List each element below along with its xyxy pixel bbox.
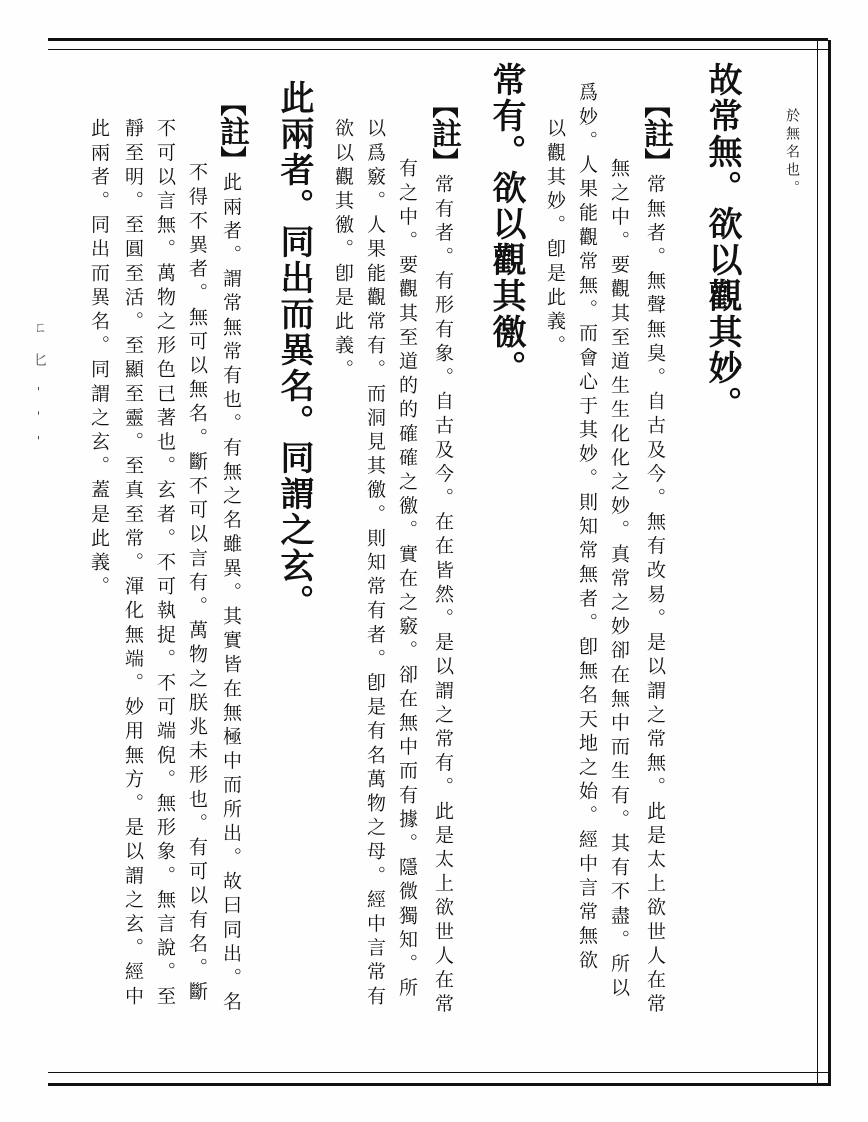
commentary-2-line-1: 常有者。有形有象。自古及今。在在皆然。是以謂之常有。此是太上欲世人在常 (432, 174, 454, 1018)
main-text-3: 此兩者。同出而異名。同謂之玄。 (274, 80, 314, 620)
commentary-3-col-2: 不得不異者。無可以無名。斷不可以言有。萬物之朕兆未形也。有可以有名。斷 (186, 162, 208, 1006)
commentary-label-3: 【註】 (214, 90, 249, 172)
page-frame-right-rule (817, 40, 831, 1086)
commentary-1-col-3: 爲妙。人果能觀常無。而會心于其妙。則知常無者。卽無名天地之始。經中言常無欲 (576, 82, 598, 974)
commentary-label-1: 【註】 (638, 92, 673, 174)
main-text-2: 常有。欲以觀其徼。 (486, 62, 526, 386)
commentary-3-col-1 (214, 90, 249, 1016)
commentary-2-col-4: 欲以觀其徼。卽是此義。 (332, 118, 354, 384)
commentary-2-col-2: 有之中。要觀其至道的的確確之徼。實在之竅。卻在無中而有據。隱微獨知。所 (396, 158, 418, 1002)
commentary-3-col-4: 靜至明。至圓至活。至顯至靈。至真至常。渾化無端。妙用無方。是以謂之玄。經中 (122, 118, 144, 1010)
commentary-label-2: 【註】 (426, 92, 461, 174)
commentary-1-col-2: 無之中。要觀其至道生生化化之妙。真常之妙卻在無中而生有。其有不盡。所以 (608, 158, 630, 1002)
header-note: 於無名也。 (784, 108, 800, 198)
commentary-3-col-3: 不可以言無。萬物之形色已著也。玄者。不可執捉。不可端倪。無形象。無言說。至 (154, 118, 176, 1010)
main-text-1: 故常無。欲以觀其妙。 (702, 62, 742, 422)
commentary-1-col-4: 以觀其妙。卽是此義。 (544, 118, 566, 359)
commentary-3-line-1: 此兩者。謂常無常有也。有無之名雖異。其實皆在無極中而所出。故曰同出。名 (220, 172, 242, 1016)
commentary-1-line-1: 常無者。無聲無臭。自古及今。無有改易。是以謂之常無。此是太上欲世人在常 (644, 174, 666, 1018)
commentary-3-col-5: 此兩者。同出而異名。同謂之玄。蓋是此義。 (88, 118, 110, 600)
commentary-2-col-3: 以爲竅。人果能觀常有。而洞見其徼。則知常有者。卽是有名萬物之母。經中言常有 (364, 118, 386, 1010)
commentary-2-col-1 (426, 92, 461, 1018)
page-frame-top-rule (48, 38, 828, 50)
page-frame-bottom-rule (48, 1072, 828, 1086)
left-margin-marks: ㄈ 匕 - - - (31, 320, 46, 448)
commentary-1-col-1 (638, 92, 673, 1018)
